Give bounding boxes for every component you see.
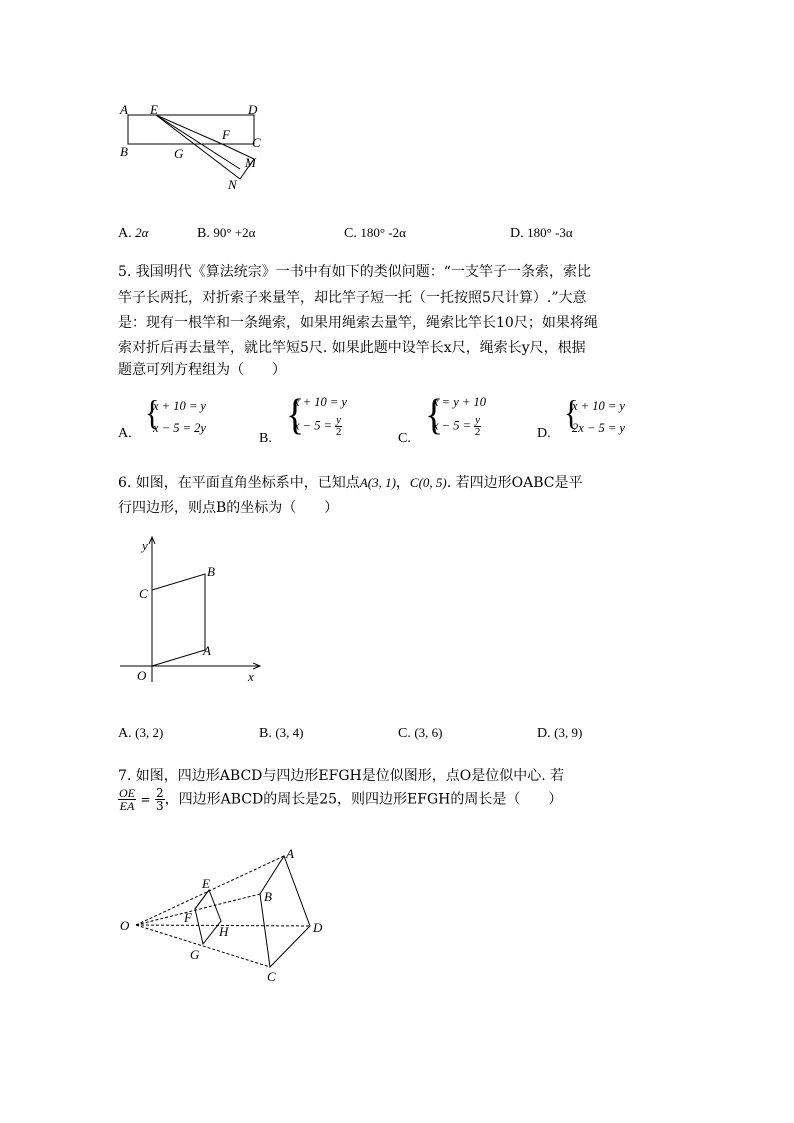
q4-option-a[interactable]: A. 2α bbox=[118, 225, 149, 241]
label-C: C bbox=[252, 135, 261, 150]
quadrilateral-abcd bbox=[260, 856, 310, 967]
label-F: F bbox=[222, 127, 230, 142]
label-G: G bbox=[190, 947, 200, 962]
label-H: H bbox=[219, 924, 229, 939]
q6-option-d[interactable]: D. (3, 9) bbox=[537, 725, 583, 741]
segment-en bbox=[156, 115, 240, 169]
label-A: A bbox=[120, 102, 128, 117]
q6-option-b[interactable]: B. (3, 4) bbox=[259, 725, 304, 741]
label-E: E bbox=[150, 102, 158, 117]
label-x: x bbox=[248, 669, 254, 684]
label-M: M bbox=[245, 155, 256, 170]
q6-option-c[interactable]: C. (3, 6) bbox=[398, 725, 443, 741]
label-O: O bbox=[137, 668, 147, 683]
label-D: D bbox=[313, 920, 323, 935]
label-C: C bbox=[267, 969, 276, 984]
label-E: E bbox=[202, 876, 210, 891]
q4-figure bbox=[110, 98, 280, 193]
ray-oc bbox=[136, 925, 270, 967]
label-D: D bbox=[248, 102, 258, 117]
label-A: A bbox=[286, 846, 294, 861]
q5-text-line-4: 索对折后再去量竿，就比竿短5尺. 如果此题中设竿长x尺，绳索长y尺，根据 bbox=[118, 340, 586, 356]
parallelogram-oabc bbox=[152, 574, 205, 666]
label-B: B bbox=[207, 564, 215, 579]
q4-option-b[interactable]: B. 90° +2α bbox=[197, 225, 256, 241]
label-F: F bbox=[184, 910, 192, 925]
q5-option-a[interactable]: A. { x + 10 = y x − 5 = 2y bbox=[118, 394, 206, 441]
q7-text-line-1: 7. 如图，四边形ABCD与四边形EFGH是位似图形，点O是位似中心. 若 bbox=[118, 768, 565, 784]
q7-homothety-figure bbox=[112, 842, 337, 987]
q5-option-d[interactable]: D. { x + 10 = y 2x − 5 = y bbox=[537, 394, 625, 441]
q6-text-line-2: 行四边形，则点B的坐标为（ ） bbox=[118, 500, 339, 516]
label-B: B bbox=[264, 889, 272, 904]
quadrilateral-efgh bbox=[195, 890, 221, 944]
q5-text-line-3: 是：现有一根竿和一条绳索，如果用绳索去量竿，绳索比竿长10尺；如果将绳 bbox=[118, 315, 598, 331]
segment-fe bbox=[195, 890, 209, 909]
q6-text-line-1: 6. 如图，在平面直角坐标系中，已知点A(3, 1)，C(0, 5). 若四边形OABC是平 bbox=[118, 475, 583, 491]
q7-text-line-2: $\frac{OE}{EA}$ = $\frac{2}{3}$ ，四边形ABCD的周长是25，则四边形EFGH的周长是（ ） bbox=[119, 786, 563, 813]
q5-option-c[interactable]: C. { x = y + 10 x − 5 = $\frac{y}{2}$ bbox=[398, 390, 486, 446]
rectangle-abcd bbox=[128, 115, 254, 144]
q5-option-b[interactable]: B. { x + 10 = y x − 5 = $\frac{y}{2}$ bbox=[259, 390, 347, 446]
q5-text-line-2: 竿子长两托，对折索子来量竿，却比竿子短一托（一托按照5尺计算）.”大意 bbox=[118, 290, 587, 306]
q4-option-c[interactable]: C. 180° -2α bbox=[344, 225, 406, 241]
q4-option-d[interactable]: D. 180° -3α bbox=[510, 225, 573, 241]
q5-text-line-5: 题意可列方程组为（ ） bbox=[118, 362, 286, 378]
label-A: A bbox=[203, 643, 211, 658]
q6-coordinate-figure bbox=[112, 532, 272, 687]
label-O: O bbox=[120, 918, 130, 933]
label-B: B bbox=[120, 144, 128, 159]
q6-option-a[interactable]: A. (3, 2) bbox=[118, 725, 164, 741]
label-C: C bbox=[139, 586, 148, 601]
label-G: G bbox=[174, 146, 184, 161]
label-N: N bbox=[228, 177, 237, 192]
q5-text-line-1: 5. 我国明代《算法统宗》一书中有如下的类似问题：“一支竿子一条索，索比 bbox=[118, 264, 591, 280]
label-y: y bbox=[142, 538, 148, 553]
